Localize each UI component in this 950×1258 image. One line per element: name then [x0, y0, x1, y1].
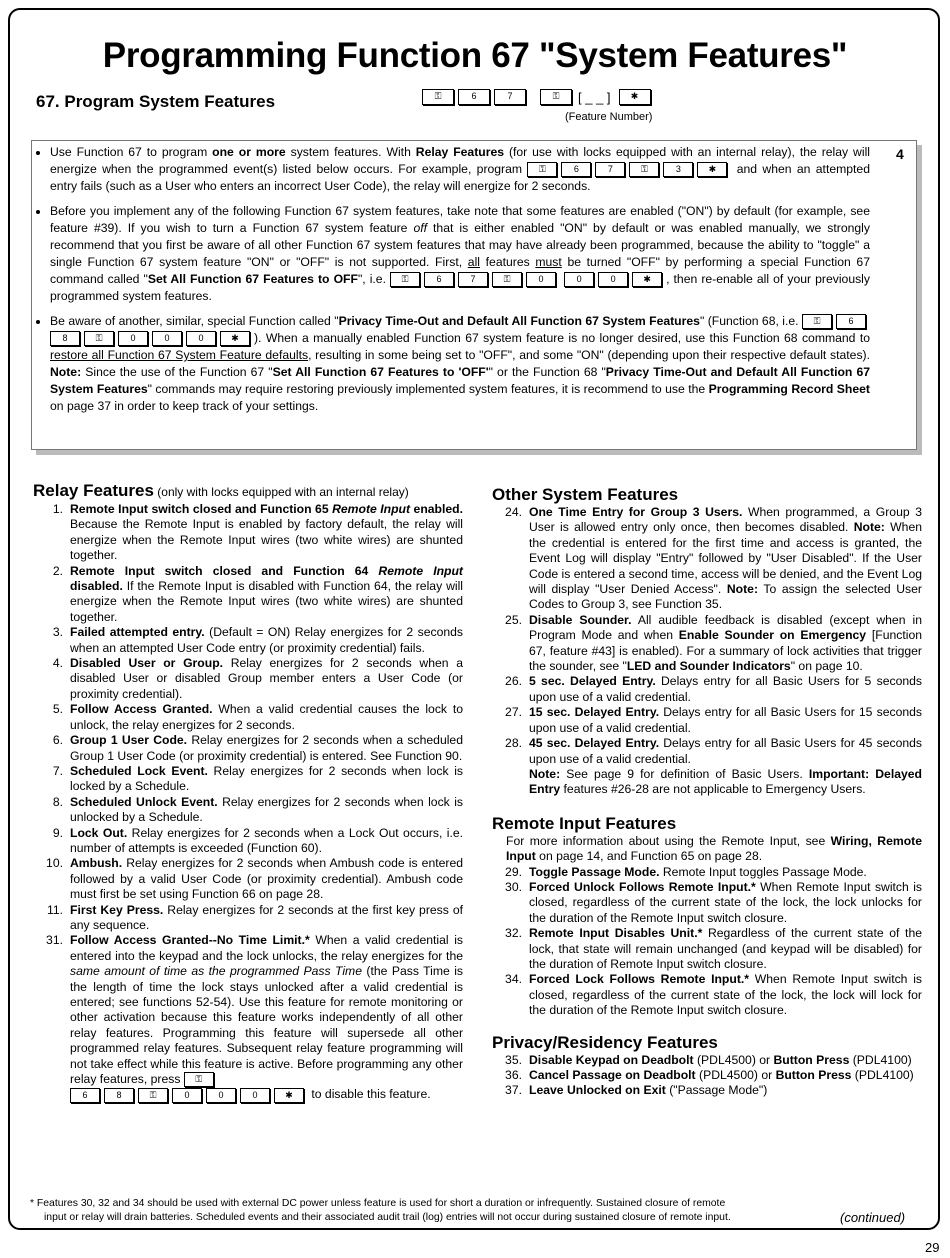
note-item: • Be aware of another, similar, special Function called "Privacy Time-Out and Default All Function 67 System Features" (Function 68, i.e. ⚿ 68 ⚿ 0 0 0 ✱ ). When a manually enabled Function 67 system feature is no longer desired, use this Function 68 command to restore all Function 67 System Feature defaults, resulting in some being set to "OFF", and some "ON" (depending upon their respective default states). Note: Since the use of the Function 67 "Set All Function 67 Features to 'OFF'" or the Function 68 "Privacy Time-Out and Default All Function 67 System Features" commands may require restoring previously implemented system features, it is recommend to use the Programming Record Sheet on page 37 in order to keep track of your settings.: [50, 313, 870, 415]
list-item: 7. Scheduled Lock Event. Relay energizes for 2 seconds when lock is locked by a Schedule.: [52, 763, 463, 794]
list-item: 24. One Time Entry for Group 3 Users. When programmed, a Group 3 User is allowed entry only once, then becomes disabled. Note: When the credential is entered for the first time and access is granted, the Event Log will display "Entry" followed by "User Disabled". If the User Code is entered a second time, access will be denied, and the Event Log will display "User Denied Access". Note: To assign the selected User Codes to Group 3, see Function 35.: [505, 505, 923, 612]
key-icon: ⚿: [629, 162, 659, 177]
list-item: 2. Remote Input switch closed and Function 64 Remote Input disabled. If the Remote Input is disabled with Function 64, the relay will energize when the Remote Input wires (two white wires) are shunted together.: [52, 563, 463, 624]
key-0: 0: [526, 272, 556, 287]
list-item: 35. Disable Keypad on Deadbolt (PDL4500) or Button Press (PDL4100): [505, 1052, 912, 1067]
relay-features-list-31: [33, 933, 463, 1102]
key-0: 0: [172, 1088, 202, 1103]
key-icon: ⚿: [527, 162, 557, 177]
key-icon: ⚿: [540, 89, 572, 105]
other-features-list: [492, 505, 922, 798]
relay-features-column: [33, 481, 463, 1103]
key-6: 6: [561, 162, 591, 177]
relay-features-list: [33, 502, 463, 933]
key-0: 0: [598, 272, 628, 287]
key-6: 6: [424, 272, 454, 287]
key-icon: ⚿: [138, 1088, 168, 1103]
list-item: 29. Toggle Passage Mode. Remote Input toggles Passage Mode.: [505, 864, 867, 879]
key-6: 6: [836, 314, 866, 329]
key-0: 0: [152, 331, 182, 346]
remote-input-list: [492, 865, 922, 1019]
list-item: 37. Leave Unlocked on Exit ("Passage Mode"): [505, 1083, 768, 1098]
key-icon: ⚿: [492, 272, 522, 287]
star-key-icon: ✱: [619, 89, 651, 105]
list-item: 30. Forced Unlock Follows Remote Input.* When Remote Input switch is closed, regardless of the current state of the lock, the lock unlocks for the duration of the Remote Input switch closure.: [505, 879, 922, 925]
key-8: 8: [50, 331, 80, 346]
relay-features-heading: Relay Features (only with locks equipped with an internal relay): [33, 481, 409, 500]
section-subheading: 67. Program System Features: [36, 92, 276, 111]
footnote: * Features 30, 32 and 34 should be used with external DC power unless feature is used for short a duration or infrequently. Sustained closure of remote input or relay will drain batteries. Scheduled events and their associated audit trail (log) entries will not occur during sustained closure of remote input.: [30, 1198, 731, 1223]
privacy-list: [492, 1053, 922, 1099]
other-features-column: [492, 485, 922, 1099]
star-key-icon: ✱: [220, 331, 250, 346]
key-icon: ⚿: [422, 89, 454, 105]
key-icon: ⚿: [84, 331, 114, 346]
side-number: 4: [896, 146, 904, 162]
star-key-icon: ✱: [697, 162, 727, 177]
page-number: 29: [925, 1240, 940, 1255]
list-item: 4. Disabled User or Group. Relay energizes for 2 seconds when a disabled User or disabled Group member enters a User Code (or proximity credential).: [52, 656, 464, 701]
list-item: 25. Disable Sounder. All audible feedback is disabled (except when in Program Mode and when Enable Sounder on Emergency [Function 67, feature #43] is enabled). For a summary of lock activities that trigger the sounder, see "LED and Sounder Indicators" on page 10.: [505, 612, 922, 674]
list-item: 11. First Key Press. Relay energizes for 2 seconds at the first key press of any sequence.: [46, 902, 463, 932]
note-item: • Use Function 67 to program one or more system features. With Relay Features (for use with locks equipped with an internal relay), the relay will energize when the programmed event(s) listed below occurs. For example, program ⚿ 6 7 ⚿ 3 ✱ and when an attempted entry fails (such as a User who enters an incorrect User Code), the relay will energize for 2 seconds.: [50, 144, 870, 195]
key-sequence: [422, 89, 655, 105]
list-item: 9. Lock Out. Relay energizes for 2 seconds when a Lock Out occurs, i.e. number of attempts is exceeded (Function 60).: [52, 825, 463, 855]
list-item: 8. Scheduled Unlock Event. Relay energizes for 2 seconds when lock is unlocked by a Schedule.: [52, 794, 463, 825]
privacy-heading: Privacy/Residency Features: [492, 1032, 718, 1052]
list-item: 10. Ambush. Relay energizes for 2 seconds when Ambush code is entered followed by a valid User Code (or proximity credential). Ambush code must first be set using Function 66 on page 28.: [46, 856, 463, 902]
feature-number-caption: (Feature Number): [565, 111, 653, 123]
remote-input-heading: Remote Input Features: [492, 813, 677, 833]
notes-list: [36, 144, 870, 423]
list-item: 31. Follow Access Granted--No Time Limit.* When a valid credential is entered into the keypad and the lock unlocks, the relay energizes for the same amount of time as the programmed Pass Time (the Pass Time is the length of time the lock stays unlocked after a valid credential is entered; see functions 52-54). Use this feature for remote monitoring or other activation because this feature works independently of all other relay features. Programming this feature will supersede all other programmed relay features. Subsequent relay feature programming will not take effect while this feature is active. Before programming any other relay features, press ⚿ 6 8 ⚿ 0 0 0 ✱ to disable this feature.: [46, 933, 463, 1102]
key-icon: ⚿: [802, 314, 832, 329]
other-features-heading: Other System Features: [492, 485, 679, 504]
key-7: 7: [595, 162, 625, 177]
key-0: 0: [564, 272, 594, 287]
list-item: 36. Cancel Passage on Deadbolt (PDL4500) or Button Press (PDL4100): [505, 1068, 914, 1082]
list-item: 1. Remote Input switch closed and Function 65 Remote Input enabled. Because the Remote Input is enabled by factory default, the relay will energize when the Remote Input wires (two white wires) are shunted together.: [52, 502, 463, 563]
key-7: 7: [494, 89, 526, 105]
note-item: • Before you implement any of the following Function 67 system features, take note that some features are enabled ("ON") by default (for example, see feature #39). If you wish to turn a Function 67 system feature off that is either enabled "ON" by default or was enabled manually, we strongly recommend that you first be aware of all other Function 67 system features that may have already been programmed, because the ability to "toggle" a single Function 67 system feature "ON" or "OFF" is not supported. First, all features must be turned "OFF" by performing a special Function 67 command called "Set All Function 67 Features to OFF", i.e. ⚿ 6 7 ⚿ 0 0 0 ✱ , then re-enable all of your previously programmed system features.: [50, 203, 870, 305]
key-0: 0: [186, 331, 216, 346]
key-7: 7: [458, 272, 488, 287]
page-title: Programming Function 67 "System Features": [102, 36, 848, 75]
key-6: 6: [458, 89, 490, 105]
key-0: 0: [206, 1088, 236, 1103]
star-key-icon: ✱: [632, 272, 662, 287]
list-item: 34. Forced Lock Follows Remote Input.* When Remote Input switch is closed, regardless of the current state of the lock, the lock will lock for the duration of the Remote Input switch closure.: [505, 972, 922, 1018]
key-icon: ⚿: [184, 1072, 214, 1087]
list-item: 3. Failed attempted entry. (Default = ON) Relay energizes for 2 seconds when an attempted User Code entry (or proximity credential) fails.: [52, 625, 463, 655]
key-0: 0: [240, 1088, 270, 1103]
list-item: 26. 5 sec. Delayed Entry. Delays entry for all Basic Users for 5 seconds upon use of a valid credential.: [505, 674, 922, 704]
key-6: 6: [70, 1088, 100, 1103]
key-icon: ⚿: [390, 272, 420, 287]
continued-label: (continued): [840, 1210, 906, 1225]
list-item: 6. Group 1 User Code. Relay energizes for 2 seconds when a scheduled Group 1 User Code (or proximity credential) is entered. See Function 90.: [52, 733, 463, 763]
list-item: 32. Remote Input Disables Unit.* Regardless of the current state of the lock, that state will remain unchanged (and keypad will be disabled) for the duration of Remote Input switch closure.: [505, 926, 922, 971]
star-key-icon: ✱: [274, 1088, 304, 1103]
key-8: 8: [104, 1088, 134, 1103]
list-item: 5. Follow Access Granted. When a valid credential causes the lock to unlock, the relay energizes for 2 seconds.: [52, 702, 463, 732]
list-item: 27. 15 sec. Delayed Entry. Delays entry for all Basic Users for 15 seconds upon use of a valid credential.: [505, 705, 922, 735]
remote-input-intro: For more information about using the Remote Input, see Wiring, Remote Input on page 14, and Function 65 on page 28.: [506, 833, 922, 864]
key-0: 0: [118, 331, 148, 346]
list-item: 28. 45 sec. Delayed Entry. Delays entry for all Basic Users for 45 seconds upon use of a valid credential. Note: See page 9 for definition of Basic Users. Important: Delayed Entry features #26-28 are not applicable to Emergency Users.: [505, 736, 922, 797]
feature-number-slot: [ _ _ ]: [578, 89, 611, 105]
key-3: 3: [663, 162, 693, 177]
